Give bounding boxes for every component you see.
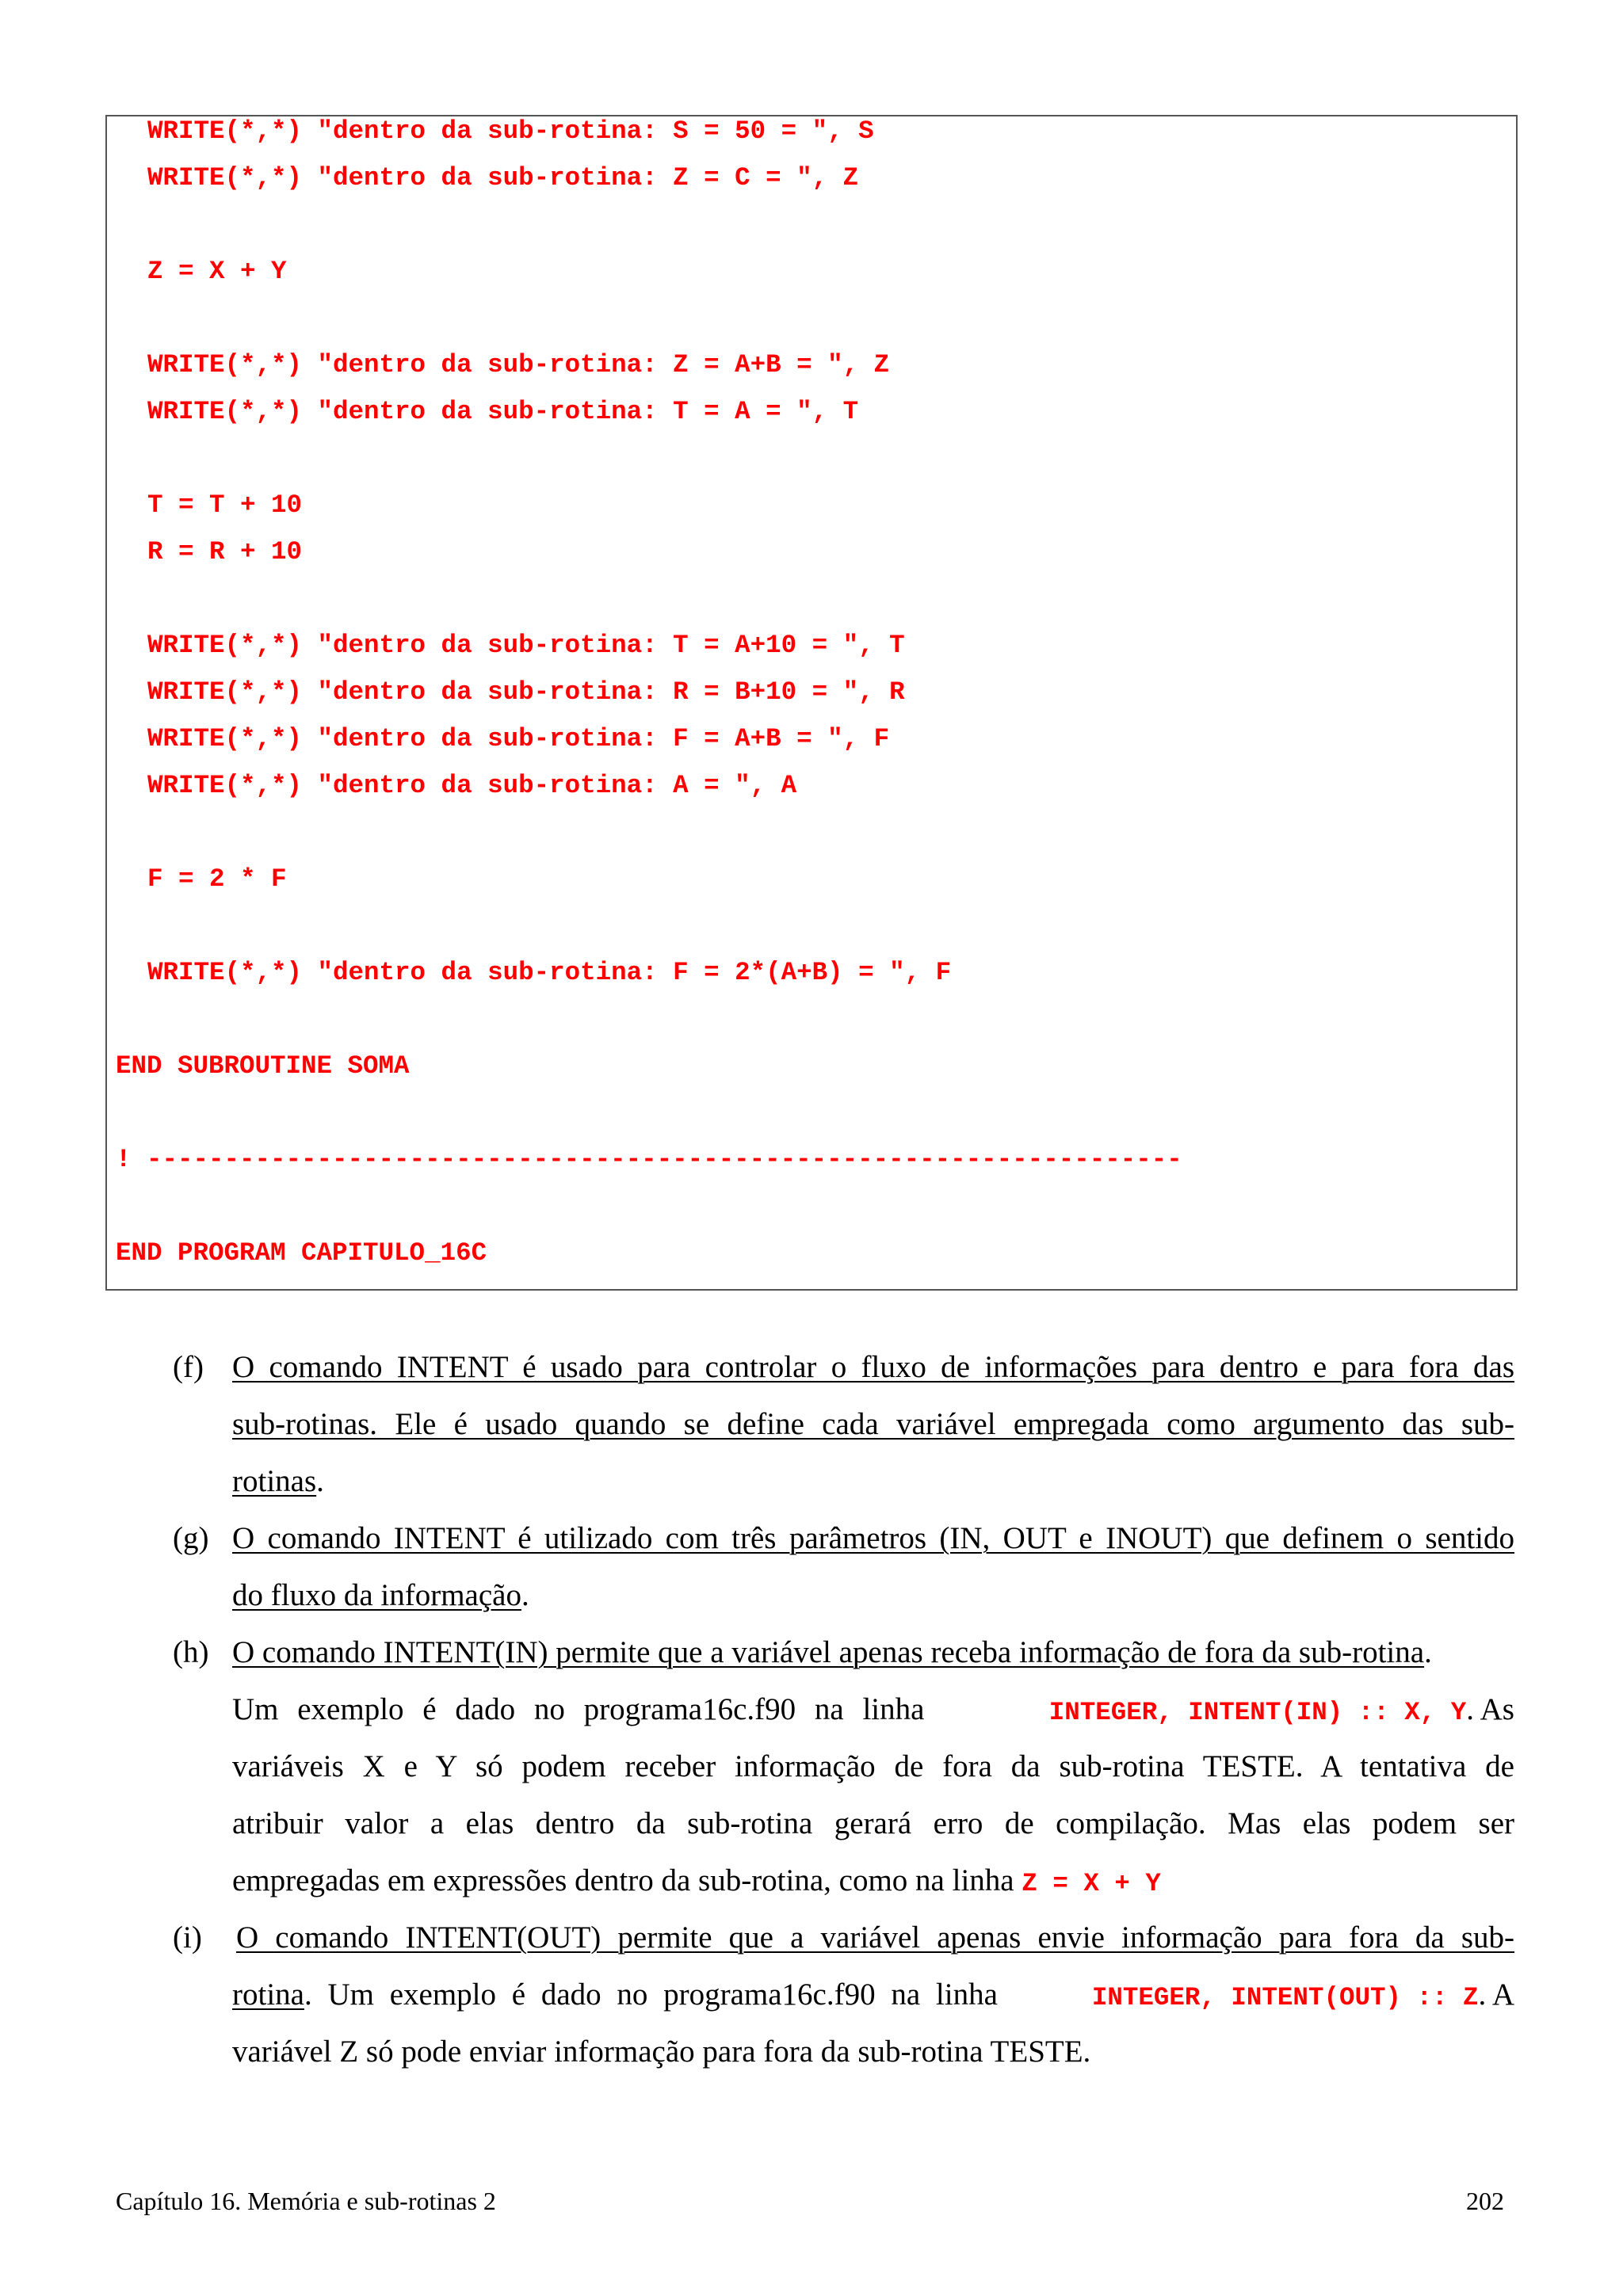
code-line: Z = X + Y [147,257,287,286]
item-i-line-2: rotina. Um exemplo é dado no programa16c.f90 na linha INTEGER, INTENT(OUT) :: Z. A [232,1978,1514,2012]
code-line: WRITE(*,*) "dentro da sub-rotina: T = A+10 = ", T [147,631,905,660]
code-line: END PROGRAM CAPITULO_16C [116,1238,487,1268]
item-letter-f: (f) [173,1350,204,1384]
item-letter-i: (i) [173,1920,202,1955]
code-line: R = R + 10 [147,537,303,566]
item-g-line-2: do fluxo da informação. [232,1578,529,1612]
code-line: WRITE(*,*) "dentro da sub-rotina: Z = A+B = ", Z [147,350,890,379]
item-letter-g: (g) [173,1521,209,1555]
item-f-line-3: rotinas. [232,1464,324,1498]
item-f-line-1: O comando INTENT é usado para controlar o fluxo de informações para dentro e para fora das [232,1350,1514,1384]
code-line: WRITE(*,*) "dentro da sub-rotina: A = ", A [147,771,797,800]
code-line: END SUBROUTINE SOMA [116,1051,410,1081]
item-letter-h: (h) [173,1635,209,1669]
code-line: WRITE(*,*) "dentro da sub-rotina: S = 50 = ", S [147,116,874,146]
code-line: WRITE(*,*) "dentro da sub-rotina: F = 2*(A+B) = ", F [147,958,952,987]
footer-page-number: 202 [1466,2187,1504,2215]
inline-code-integer-intent-in: INTEGER, INTENT(IN) :: X, Y [1048,1698,1467,1727]
item-i-line-3: variável Z só pode enviar informação para fora da sub-rotina TESTE. [232,2035,1091,2069]
code-line: WRITE(*,*) "dentro da sub-rotina: R = B+10 = ", R [147,677,905,707]
inline-code-z-equals-x-plus-y: Z = X + Y [1022,1869,1161,1898]
code-comment-separator: ! ------------------------------------------------------------------- [116,1145,1182,1174]
code-line: WRITE(*,*) "dentro da sub-rotina: F = A+B = ", F [147,724,890,753]
item-h-line-3: variáveis X e Y só podem receber informação de fora da sub-rotina TESTE. A tentativa de [232,1749,1514,1783]
inline-code-integer-intent-out: INTEGER, INTENT(OUT) :: Z [1091,1983,1479,2012]
item-g-line-1: O comando INTENT é utilizado com três parâmetros (IN, OUT e INOUT) que definem o sentido [232,1521,1514,1555]
item-i-line-1: O comando INTENT(OUT) permite que a variável apenas envie informação para fora da sub- [236,1920,1514,1955]
code-line: WRITE(*,*) "dentro da sub-rotina: T = A = ", T [147,397,859,426]
item-h-line-4: atribuir valor a elas dentro da sub-rotina gerará erro de compilação. Mas elas podem ser [232,1806,1514,1840]
item-f-line-2: sub-rotinas. Ele é usado quando se define cada variável empregada como argumento das sub- [232,1407,1514,1441]
footer-chapter-title: Capítulo 16. Memória e sub-rotinas 2 [116,2187,496,2215]
code-line: T = T + 10 [147,490,303,520]
code-line: F = 2 * F [147,864,287,894]
item-h-line-5: empregadas em expressões dentro da sub-rotina, como na linha Z = X + Y [232,1863,1161,1898]
item-h-line-1: O comando INTENT(IN) permite que a variável apenas receba informação de fora da sub-rotina. [232,1635,1432,1669]
code-line: WRITE(*,*) "dentro da sub-rotina: Z = C = ", Z [147,163,859,193]
item-h-line-2: Um exemplo é dado no programa16c.f90 na linha INTEGER, INTENT(IN) :: X, Y. As [232,1692,1514,1727]
